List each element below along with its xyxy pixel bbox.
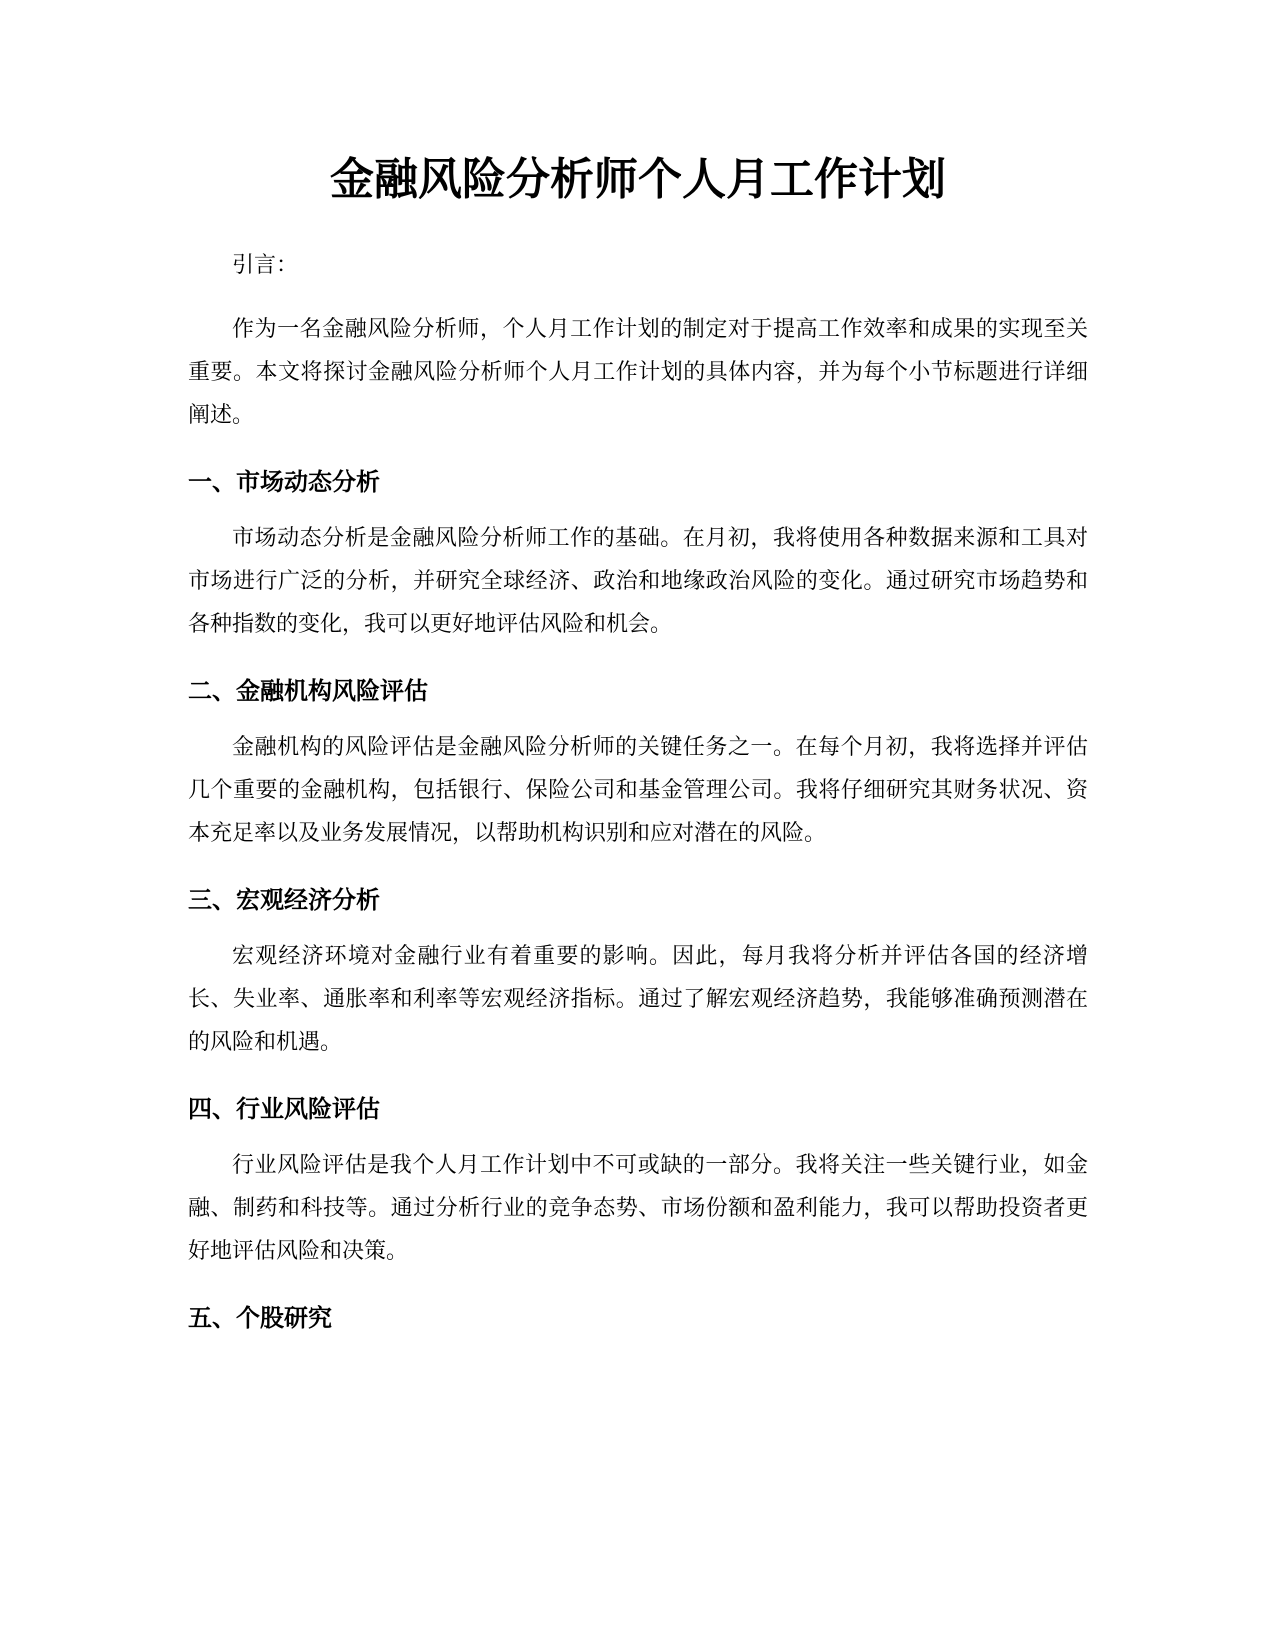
section-heading-institution-risk: 二、金融机构风险评估 [188,677,428,705]
section-heading-industry-risk: 四、行业风险评估 [188,1095,380,1123]
section-paragraph-institution-risk: 金融机构的风险评估是金融风险分析师的关键任务之一。在每个月初，我将选择并评估几个重要的金融机构，包括银行、保险公司和基金管理公司。我将仔细研究其财务状况、资本充足率以及业务发展情况，以帮助机构识别和应对潜在的风险。 [188,735,1088,846]
section-heading-macro-analysis: 三、宏观经济分析 [188,886,380,914]
section-heading-market-analysis: 一、市场动态分析 [188,468,380,496]
section-paragraph-market-analysis: 市场动态分析是金融风险分析师工作的基础。在月初，我将使用各种数据来源和工具对市场进行广泛的分析，并研究全球经济、政治和地缘政治风险的变化。通过研究市场趋势和各种指数的变化，我可以更好地评估风险和机会。 [188,526,1088,637]
intro-paragraph: 作为一名金融风险分析师，个人月工作计划的制定对于提高工作效率和成果的实现至关重要。本文将探讨金融风险分析师个人月工作计划的具体内容，并为每个小节标题进行详细阐述。 [188,317,1088,428]
section-paragraph-macro-analysis: 宏观经济环境对金融行业有着重要的影响。因此，每月我将分析并评估各国的经济增长、失业率、通胀率和利率等宏观经济指标。通过了解宏观经济趋势，我能够准确预测潜在的风险和机遇。 [188,944,1088,1055]
section-heading-stock-research: 五、个股研究 [188,1304,332,1332]
document-content [188,148,1088,1339]
document-title: 金融风险分析师个人月工作计划 [330,154,946,205]
intro-label: 引言： [232,253,299,278]
section-paragraph-industry-risk: 行业风险评估是我个人月工作计划中不可或缺的一部分。我将关注一些关键行业，如金融、制药和科技等。通过分析行业的竞争态势、市场份额和盈利能力，我可以帮助投资者更好地评估风险和决策。 [188,1153,1088,1264]
